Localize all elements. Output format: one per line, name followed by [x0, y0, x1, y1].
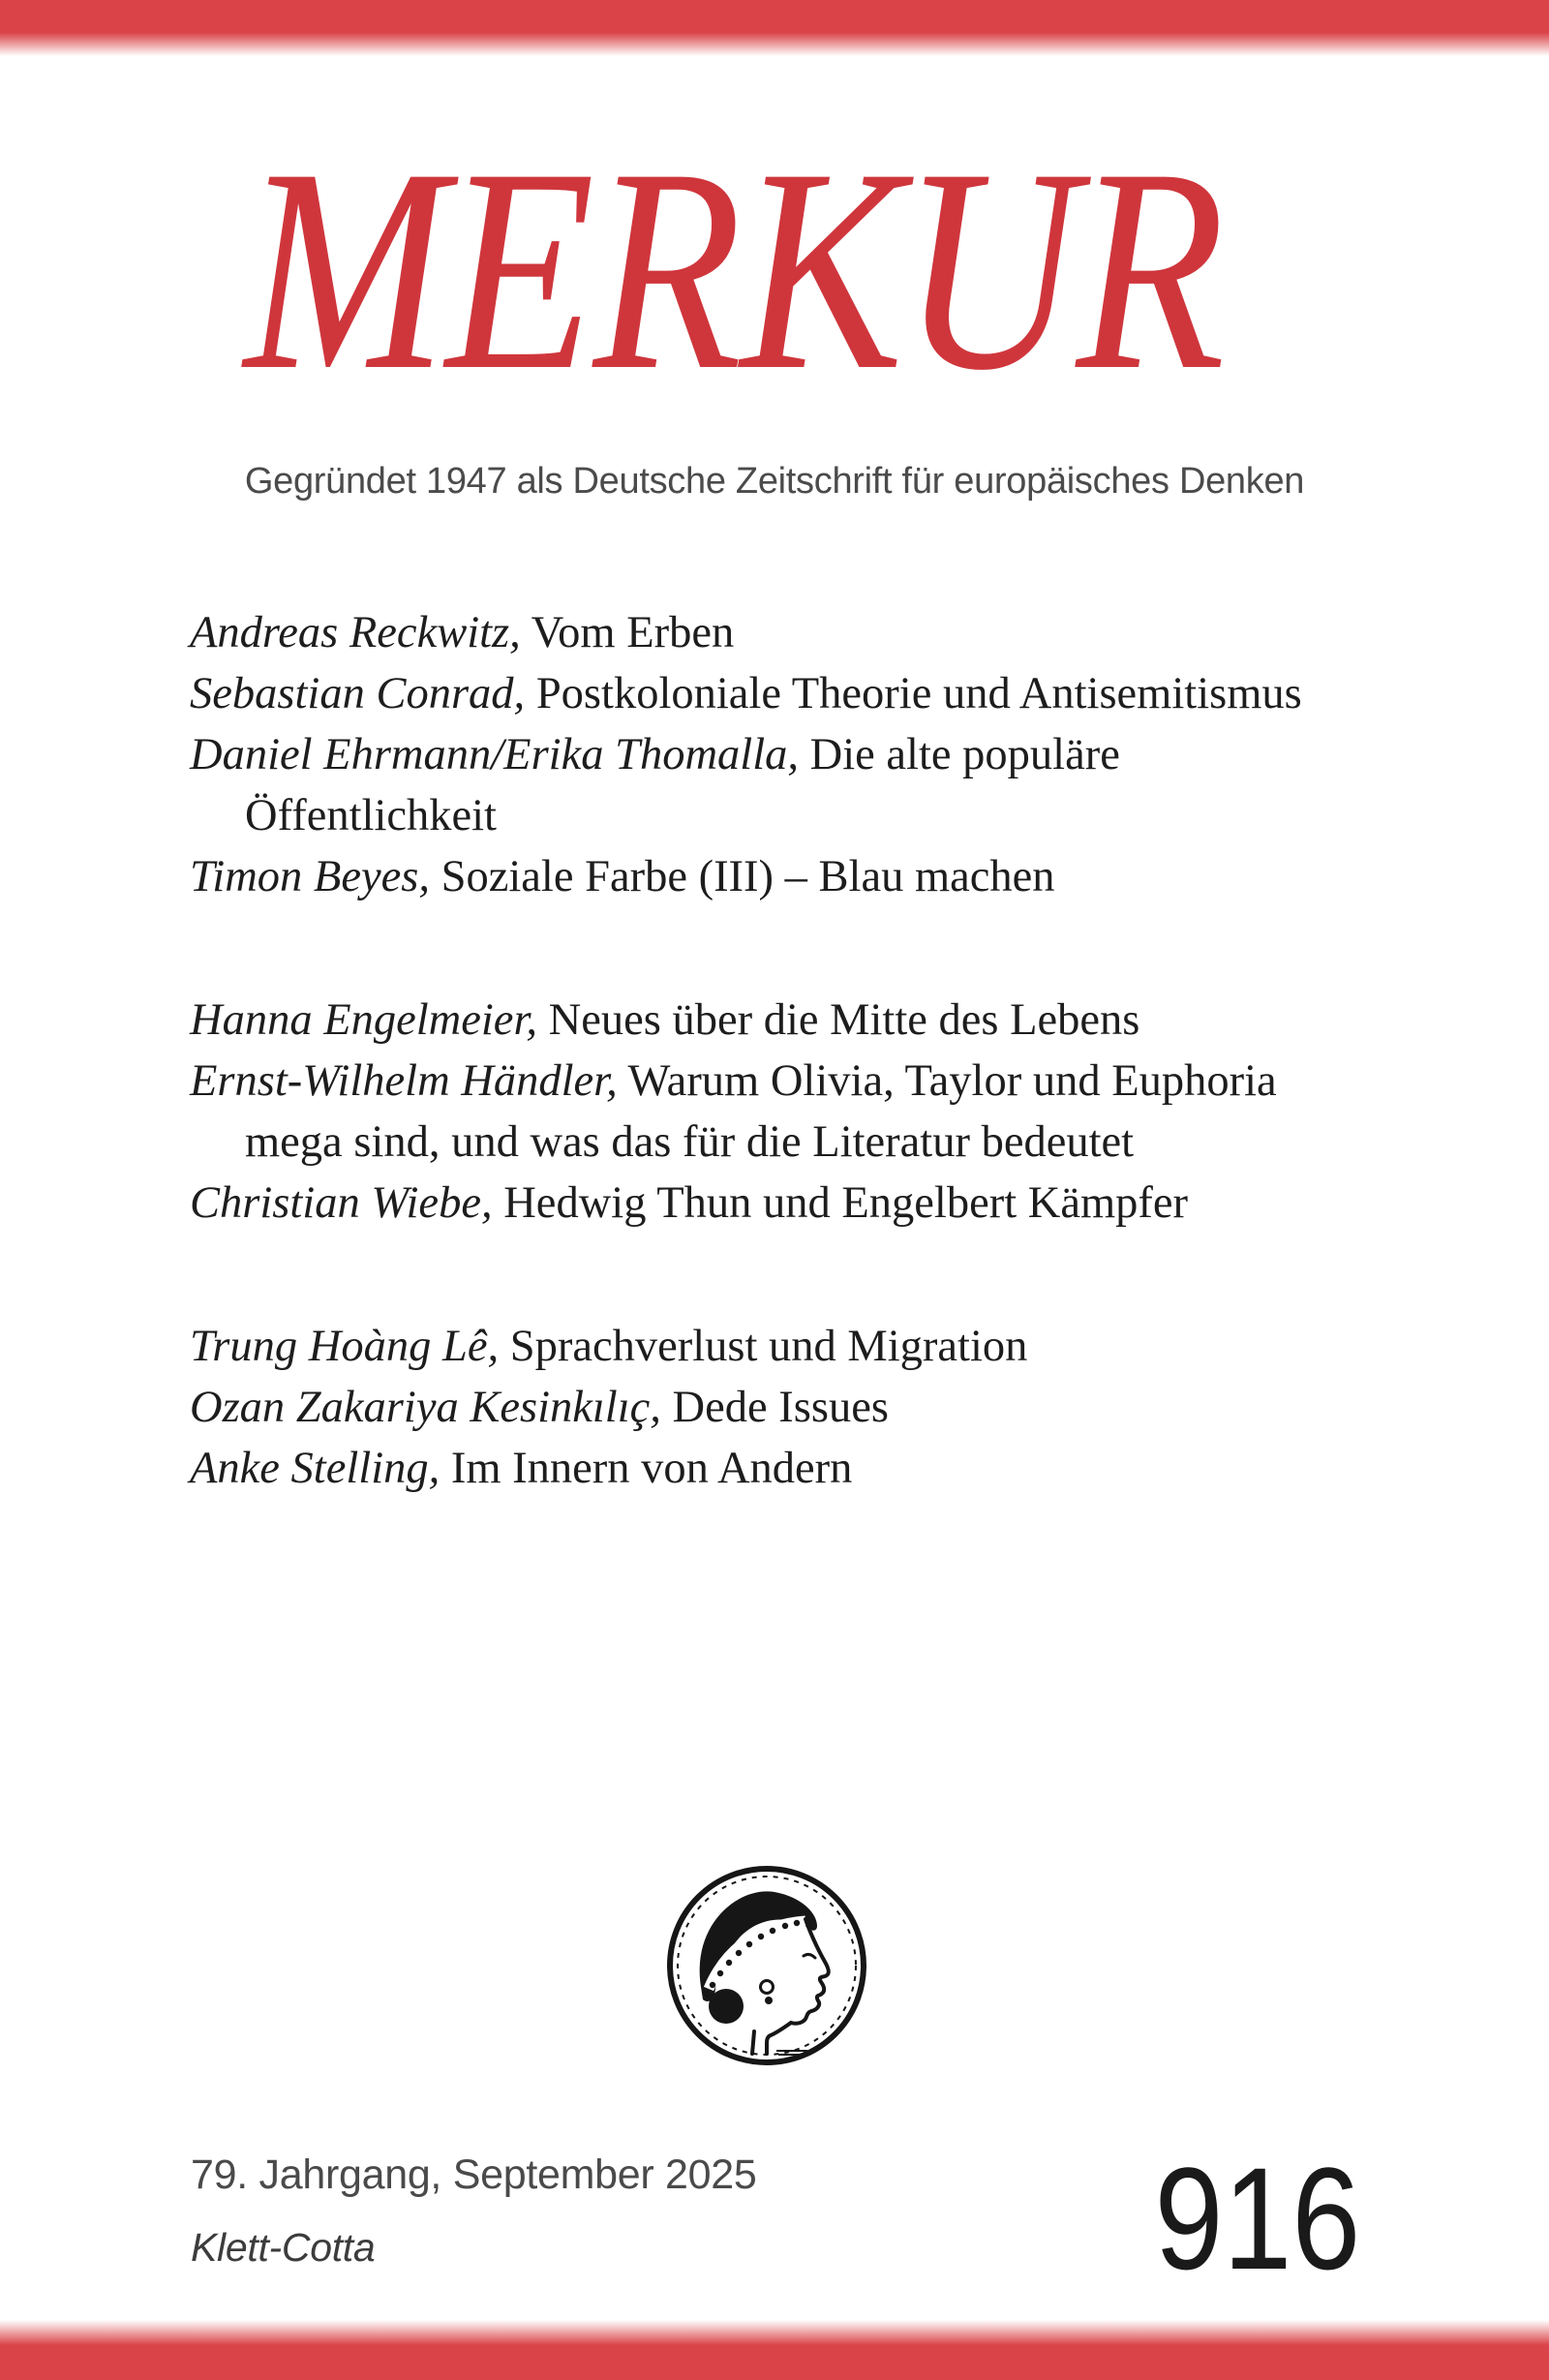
- toc-entry-author: Anke Stelling,: [190, 1444, 440, 1493]
- toc-entry-author: Timon Beyes,: [190, 852, 430, 901]
- magazine-title: MERKUR: [244, 108, 1224, 430]
- toc-entry-title: Soziale Farbe (III) – Blau machen: [429, 852, 1055, 901]
- toc-entry-author: Daniel Ehrmann/Erika Thomalla,: [190, 730, 800, 779]
- top-red-band: [0, 0, 1549, 56]
- toc-entry: [190, 602, 1381, 663]
- toc-entry: [190, 724, 1381, 846]
- toc-entry-author: Hanna Engelmeier,: [190, 995, 538, 1045]
- toc-entry-title: Sprachverlust und Migration: [499, 1322, 1028, 1371]
- toc-entry-title: Hedwig Thun und Engelbert Kämpfer: [492, 1178, 1189, 1228]
- toc-entry: [190, 663, 1381, 724]
- edition-line: 79. Jahrgang, September 2025: [191, 2151, 757, 2198]
- toc-group: [190, 602, 1381, 907]
- toc-entry: [190, 1173, 1381, 1234]
- toc-entry-title: Warum Olivia, Taylor und Euphoria mega sind, und was das für die Literatur bedeutet: [245, 1056, 1277, 1167]
- toc-entry-title: Neues über die Mitte des Lebens: [537, 995, 1140, 1045]
- issue-number: 916: [1154, 2137, 1360, 2300]
- toc-entry-title: Vom Erben: [520, 608, 735, 657]
- toc-entry-author: Christian Wiebe,: [190, 1178, 493, 1228]
- toc-entry-title: Im Innern von Andern: [440, 1444, 853, 1493]
- toc-group: [190, 1316, 1381, 1499]
- toc-entry-author: Ernst-Wilhelm Händler,: [190, 1056, 618, 1106]
- toc-entry-title: Dede Issues: [660, 1383, 889, 1432]
- toc-entry: [190, 1051, 1381, 1173]
- toc-entry: [190, 1377, 1381, 1438]
- magazine-subtitle: Gegründet 1947 als Deutsche Zeitschrift für europäisches Denken: [244, 461, 1305, 502]
- toc-entry-author: Ozan Zakariya Kesinkılıç,: [190, 1383, 661, 1432]
- toc-group: [190, 990, 1381, 1234]
- toc-entry-title: Die alte populäre Öffentlichkeit: [245, 730, 1120, 840]
- toc-entry: [190, 1316, 1381, 1377]
- toc-entry-author: Andreas Reckwitz,: [190, 608, 521, 657]
- bottom-red-band: [0, 2320, 1549, 2380]
- toc-entry-author: Trung Hoàng Lê,: [190, 1322, 500, 1371]
- mercury-head-medallion-icon: [662, 1861, 871, 2070]
- toc-entry: [190, 846, 1381, 907]
- publisher-name: Klett-Cotta: [191, 2225, 376, 2270]
- toc-entry: [190, 990, 1381, 1051]
- toc-entry: [190, 1438, 1381, 1499]
- toc-entry-author: Sebastian Conrad,: [190, 669, 526, 718]
- toc-entry-title: Postkoloniale Theorie und Antisemitismus: [525, 669, 1302, 718]
- toc: [190, 602, 1381, 1499]
